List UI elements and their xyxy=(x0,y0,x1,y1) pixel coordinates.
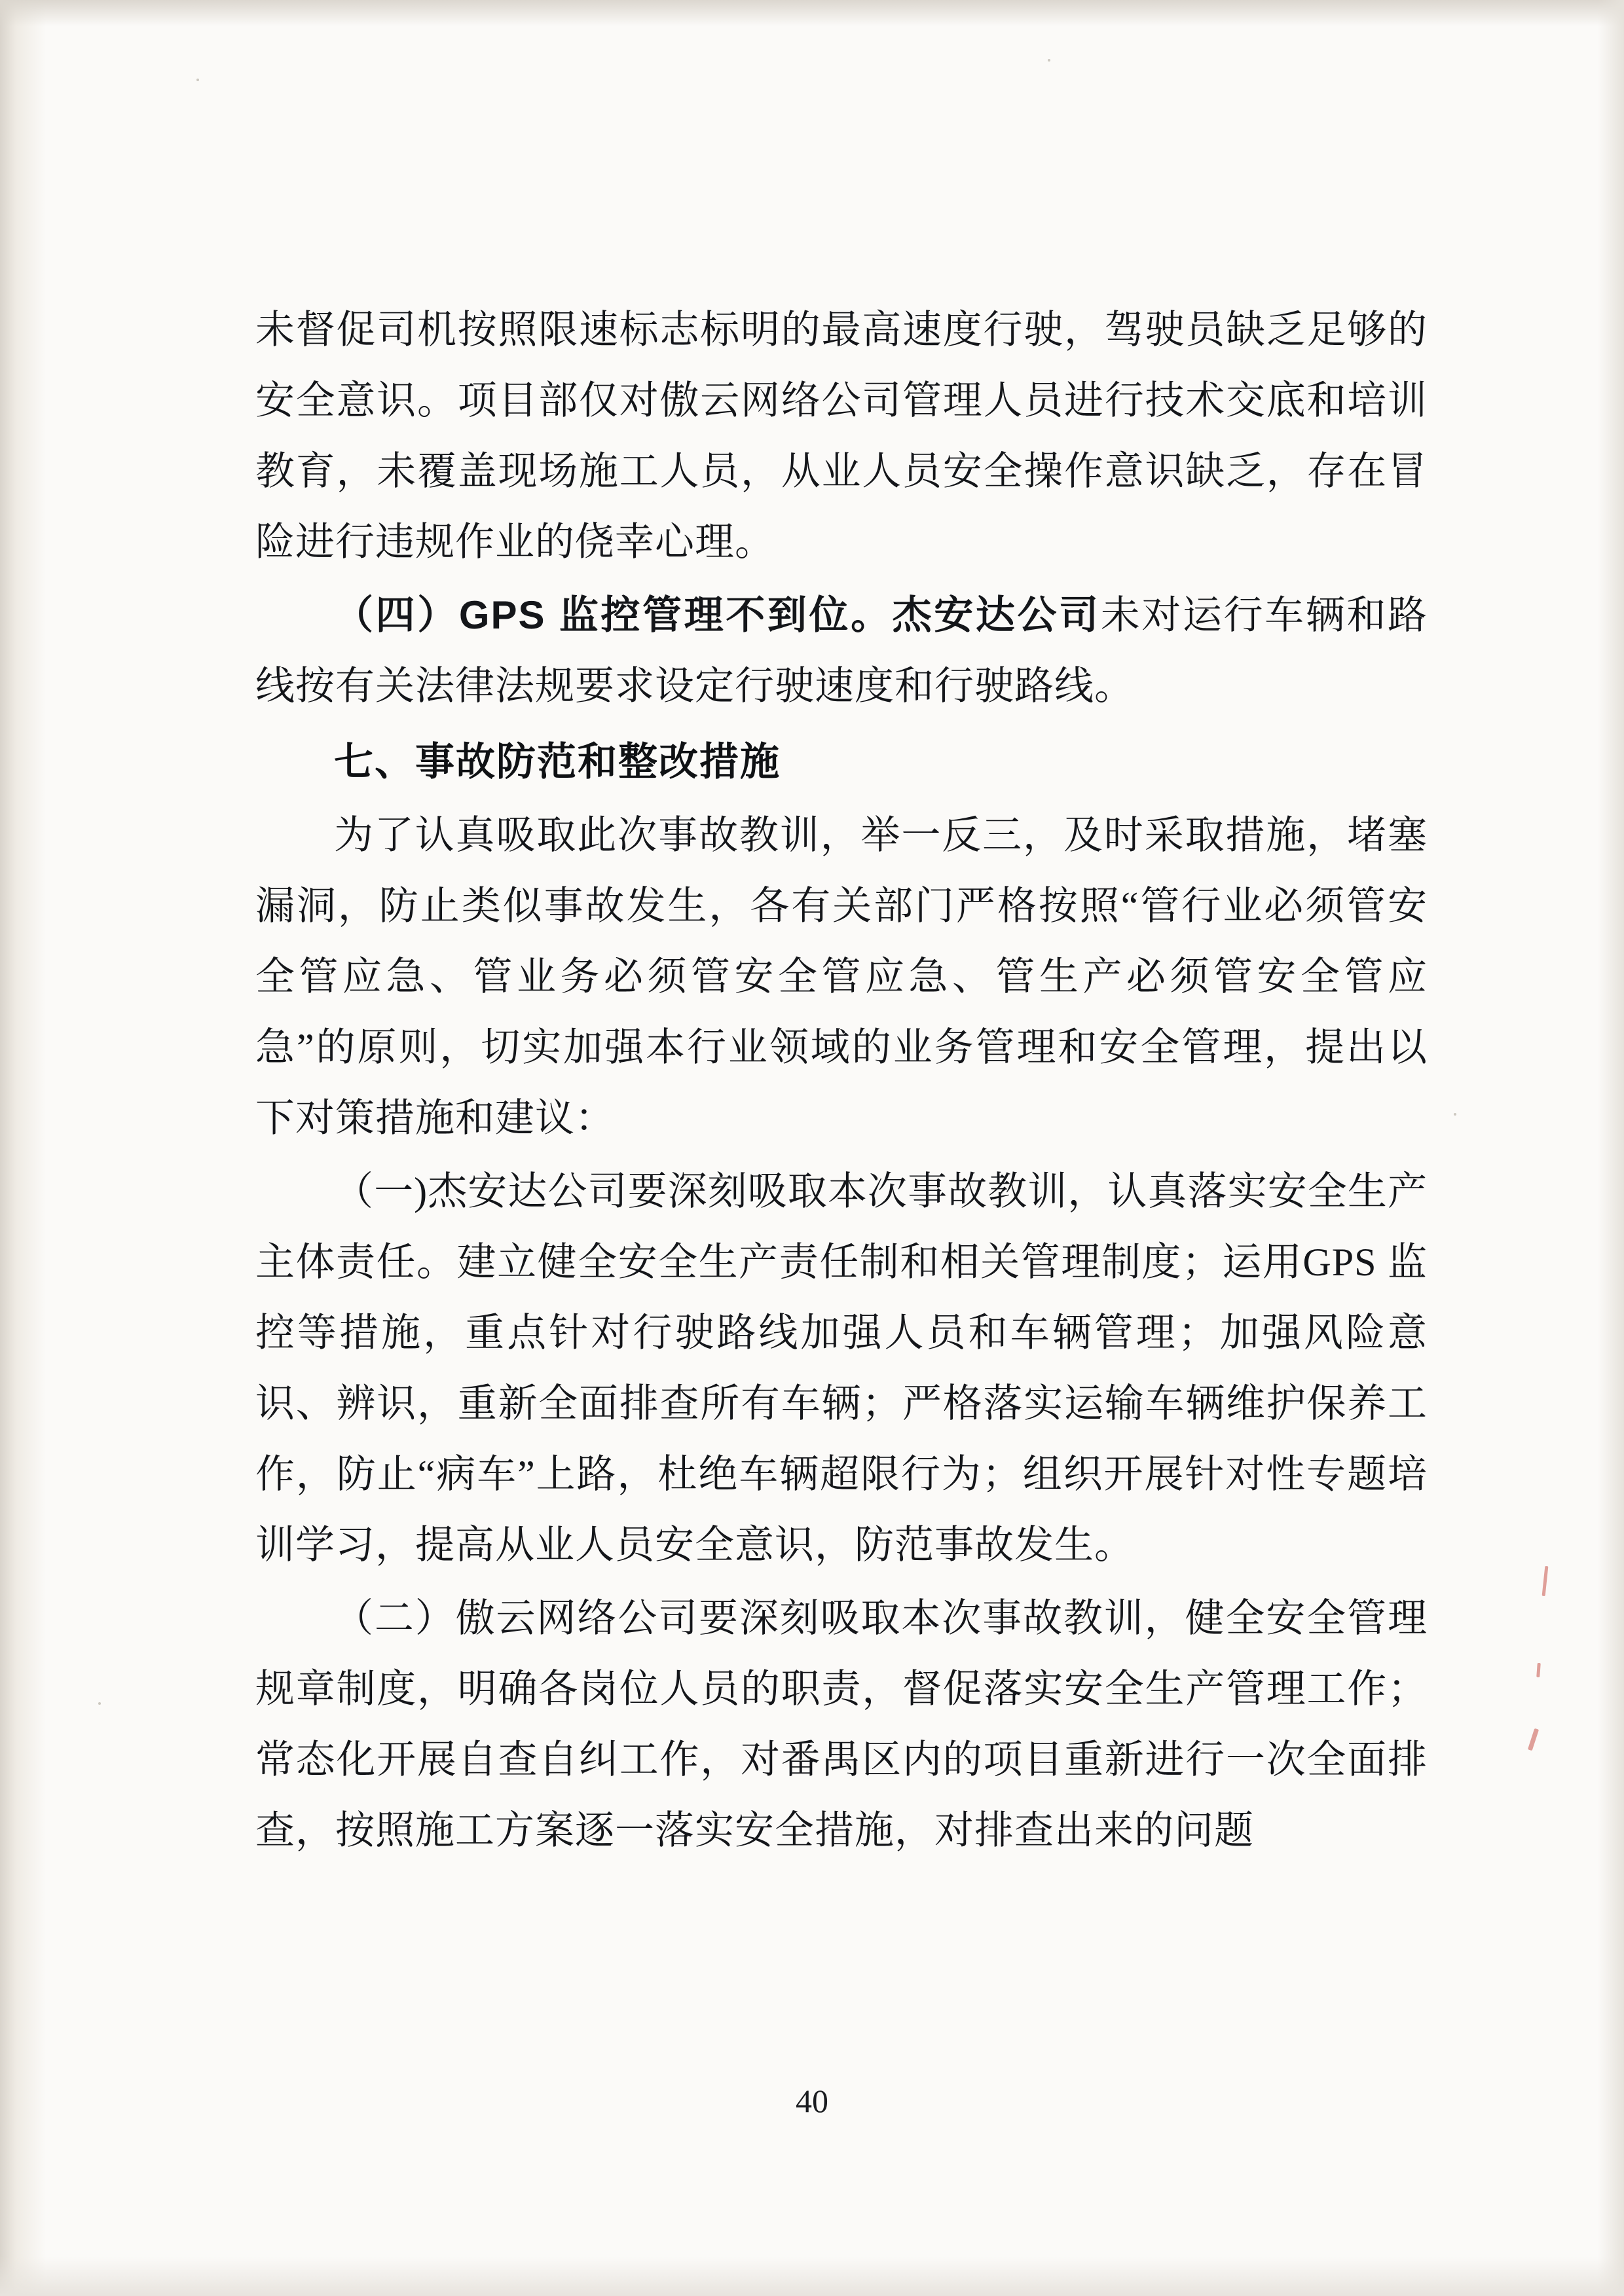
para-measure-two: （二）傲云网络公司要深刻吸取本次事故教训，健全安全管理规章制度，明确各岗位人员的职责，督促落实安全生产管理工作；常态化开展自查自纠工作，对番禺区内的项目重新进行一次全面排查，按照施工方案逐一落实安全措施，对排查出来的问题 xyxy=(255,1597,1428,1852)
para-gps-monitoring xyxy=(255,580,1428,721)
scan-speck xyxy=(1454,1113,1456,1116)
margin-mark-icon xyxy=(1528,1728,1539,1751)
para-measure-one: （一)杰安达公司要深刻吸取本次事故教训，认真落实安全生产主体责任。建立健全安全生产责任制和相关管理制度；运用GPS 监控等措施，重点针对行驶路线加强人员和车辆管理；加强风险意识、辨识，重新全面排查所有车辆；严格落实运输车辆维护保养工作，防止“病车”上路，杜绝车辆超限行为；组织开展针对性专题培训学习，提高从业人员安全意识，防范事故发生。 xyxy=(255,1170,1428,1567)
scan-speck xyxy=(1048,59,1050,62)
para-general-measures: 为了认真吸取此次事故教训，举一反三，及时采取措施，堵塞漏洞，防止类似事故发生，各有关部门严格按照“管行业必须管安全管应急、管业务必须管安全管应急、管生产必须管安全管应急”的原则，切实加强本行业领域的业务管理和安全管理，提出以下对策措施和建议： xyxy=(255,814,1428,1140)
heading-section-seven: 七、事故防范和整改措施 xyxy=(334,740,781,784)
margin-mark-icon xyxy=(1536,1663,1541,1677)
scan-shadow-bottom xyxy=(0,2257,1624,2296)
para-gps-monitoring-lead: （四）GPS 监控管理不到位。杰安达公司 xyxy=(334,593,1101,637)
para-continued-safety-awareness: 未督促司机按照限速标志标明的最高速度行驶，驾驶员缺乏足够的安全意识。项目部仅对傲云网络公司管理人员进行技术交底和培训教育，未覆盖现场施工人员，从业人员安全操作意识缺乏，存在冒险进行违规作业的侥幸心理。 xyxy=(255,308,1428,564)
scan-speck xyxy=(196,79,199,81)
scan-shadow-top xyxy=(0,0,1624,26)
scan-shadow-right xyxy=(1598,0,1624,2296)
para-gps-monitoring-rest: 未对运行车辆和路线按有关法律法规要求设定行驶速度和行驶路线。 xyxy=(255,594,1428,708)
margin-mark-icon xyxy=(1542,1566,1549,1596)
scan-shadow-left xyxy=(0,0,46,2296)
page-body xyxy=(255,295,1428,1868)
page-number: 40 xyxy=(796,2083,828,2119)
scan-speck xyxy=(98,1702,101,1705)
